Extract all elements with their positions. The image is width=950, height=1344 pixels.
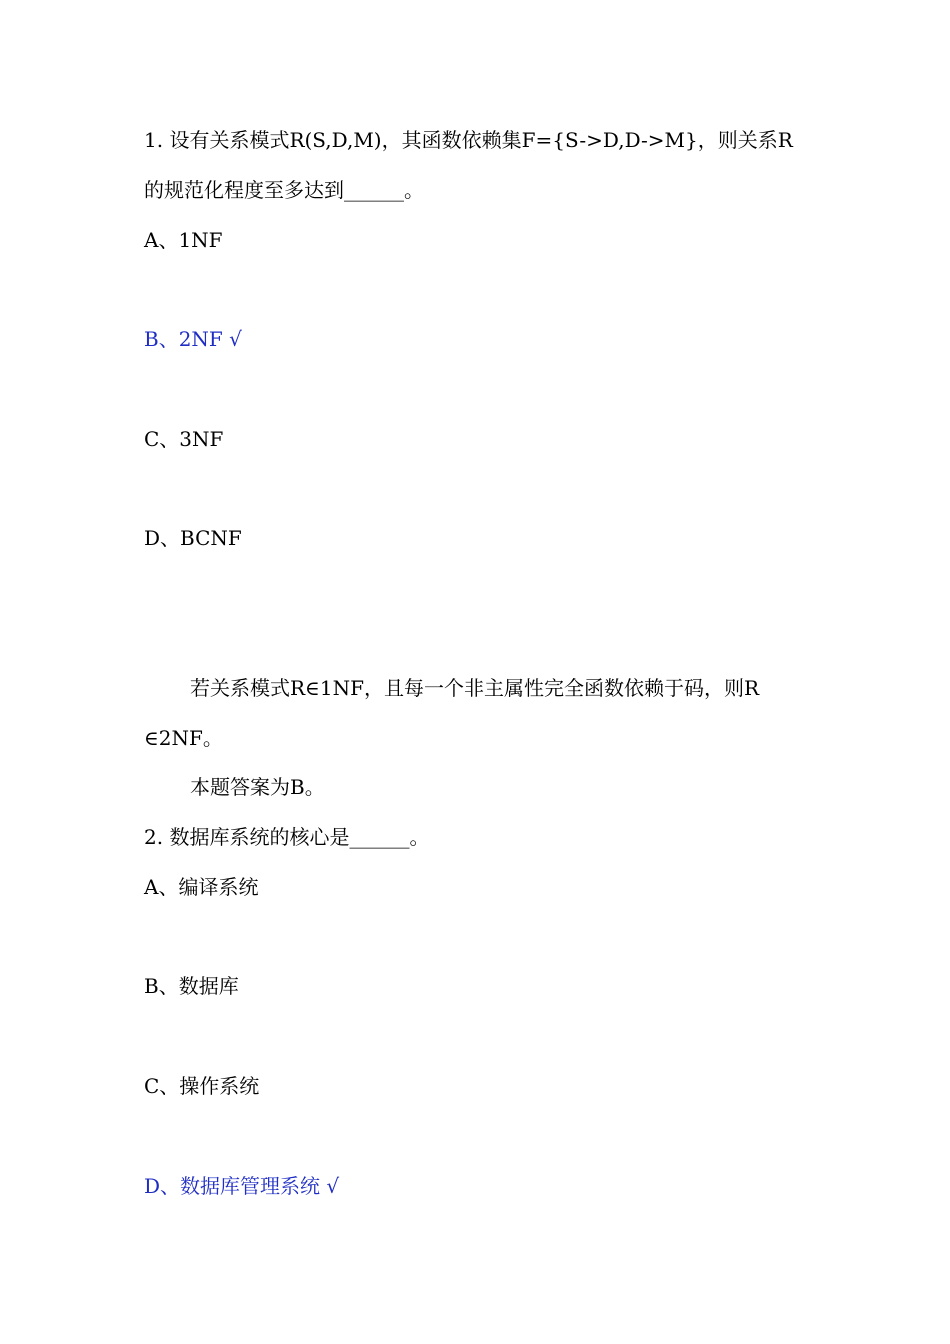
q1-stem-line2: 的规范化程度至多达到______。: [144, 178, 424, 202]
q2-option-c: C、操作系统: [144, 1074, 260, 1098]
q1-option-c: C、3NF: [144, 427, 224, 451]
q2-stem: 2. 数据库系统的核心是______。: [144, 825, 430, 849]
q1-option-d: D、BCNF: [144, 526, 242, 550]
q1-option-a: A、1NF: [144, 228, 223, 252]
q1-answer: 本题答案为B。: [190, 775, 325, 799]
q1-stem-line1: 1. 设有关系模式R(S,D,M)，其函数依赖集F={S->D,D->M}，则关系R: [144, 128, 793, 152]
q1-option-b-correct: B、2NF √: [144, 327, 242, 351]
q2-option-a: A、编译系统: [144, 875, 259, 899]
q1-explanation-line2: ∈2NF。: [144, 726, 223, 750]
q2-option-b: B、数据库: [144, 974, 239, 998]
q2-option-d-correct: D、数据库管理系统 √: [144, 1174, 340, 1198]
q1-explanation-line1: 若关系模式R∈1NF，且每一个非主属性完全函数依赖于码，则R: [190, 676, 760, 700]
